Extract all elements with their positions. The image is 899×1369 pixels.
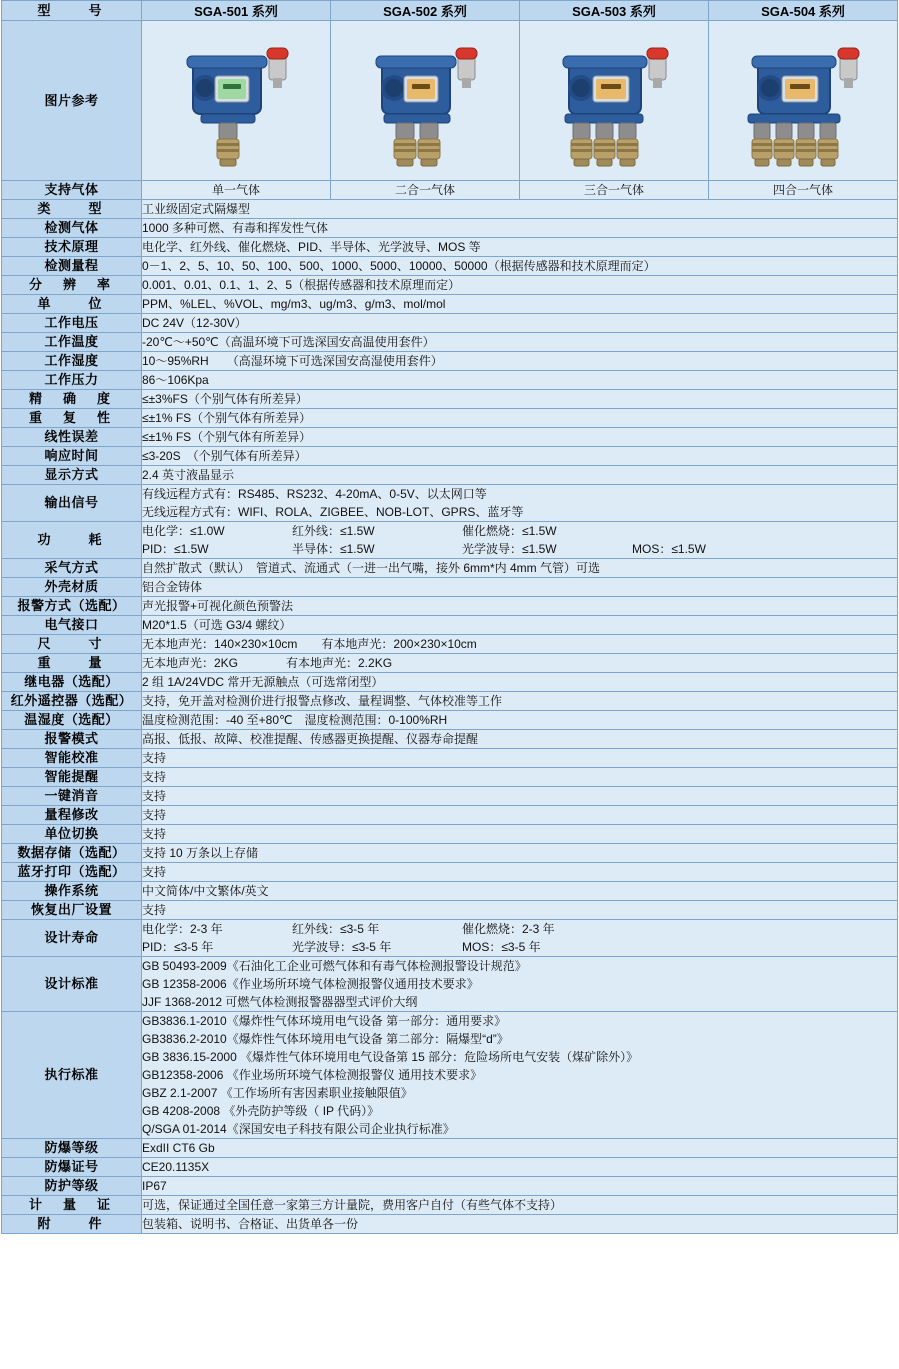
row-value-line: GB3836.2-2010《爆炸性气体环境用电气设备 第二部分：隔爆型“d”》 [142, 1032, 509, 1046]
row-value [142, 1215, 898, 1234]
row-value [142, 920, 898, 957]
row-label: 检测量程 [2, 257, 142, 276]
row-label: 蓝牙打印（选配） [2, 863, 142, 882]
table-row [2, 901, 898, 920]
row-value-line [142, 540, 897, 558]
row-value-line: ≤±1% FS（个别气体有所差异） [142, 430, 312, 444]
row-label: 红外遥控器（选配） [2, 692, 142, 711]
row-value-line: ≤±3%FS（个别气体有所差异） [142, 392, 308, 406]
row-value-line: 中文简体/中文繁体/英文 [142, 884, 269, 898]
row-label: 精 确 度 [2, 390, 142, 409]
row-label: 电气接口 [2, 616, 142, 635]
row-value-line: 支持 [142, 751, 167, 765]
gas-support-label: 支持气体 [2, 181, 142, 200]
row-label: 智能校准 [2, 749, 142, 768]
row-value [142, 1012, 898, 1139]
table-row [2, 1177, 898, 1196]
table-row [2, 371, 898, 390]
row-value-line: 86～106Kpa [142, 373, 209, 387]
model-header-4: SGA-504 系列 [709, 1, 898, 21]
model-header-2: SGA-502 系列 [331, 1, 520, 21]
row-value-cell: 红外线：≤3-5 年 [292, 922, 380, 936]
row-value [142, 654, 898, 673]
row-value [142, 806, 898, 825]
row-label: 重 量 [2, 654, 142, 673]
table-row [2, 863, 898, 882]
row-value [142, 844, 898, 863]
table-row [2, 806, 898, 825]
row-value-line: 0.001、0.01、0.1、1、2、5（根据传感器和技术原理而定） [142, 278, 461, 292]
row-label: 检测气体 [2, 219, 142, 238]
row-label: 温湿度（选配） [2, 711, 142, 730]
table-row [2, 957, 898, 1012]
row-value [142, 390, 898, 409]
row-label: 计 量 证 [2, 1196, 142, 1215]
row-value-line [142, 522, 897, 540]
row-value-cell: 电化学：2-3 年 [142, 922, 223, 936]
table-row [2, 882, 898, 901]
row-label: 功 耗 [2, 522, 142, 559]
table-row [2, 597, 898, 616]
gas-support-value-1: 单一气体 [142, 181, 331, 200]
table-row [2, 1158, 898, 1177]
table-row [2, 390, 898, 409]
row-value-cell: MOS：≤1.5W [632, 542, 706, 556]
table-row [2, 522, 898, 559]
row-value-line: 支持 [142, 827, 167, 841]
row-value-line: 支持 [142, 770, 167, 784]
table-row [2, 654, 898, 673]
row-label: 工作电压 [2, 314, 142, 333]
table-row [2, 314, 898, 333]
row-value [142, 597, 898, 616]
gas-detector-2-sensor-icon [331, 21, 520, 181]
row-label: 显示方式 [2, 466, 142, 485]
table-row [2, 768, 898, 787]
table-row [2, 692, 898, 711]
table-row [2, 673, 898, 692]
table-row [2, 466, 898, 485]
row-value-line: 有线远程方式有：RS485、RS232、4-20mA、0-5V、以太网口等 [142, 487, 487, 501]
table-row [2, 352, 898, 371]
table-row [2, 257, 898, 276]
row-value-line: 支持 [142, 808, 167, 822]
row-value [142, 1139, 898, 1158]
row-label: 工作压力 [2, 371, 142, 390]
header-label: 型 号 [2, 1, 142, 21]
row-label: 防爆等级 [2, 1139, 142, 1158]
row-label: 报警模式 [2, 730, 142, 749]
row-value-line: -20℃～+50℃（高温环境下可选深国安高温使用套件） [142, 335, 435, 349]
row-value [142, 1196, 898, 1215]
row-value-line: CE20.1135X [142, 1160, 210, 1174]
row-value-line: 0－1、2、5、10、50、100、500、1000、5000、10000、50000（根据传感器和技术原理而定） [142, 259, 656, 273]
table-row [2, 578, 898, 597]
table-row [2, 219, 898, 238]
row-value [142, 371, 898, 390]
table-row [2, 276, 898, 295]
row-label: 恢复出厂设置 [2, 901, 142, 920]
row-value-line: ExdII CT6 Gb [142, 1141, 215, 1155]
row-label: 尺 寸 [2, 635, 142, 654]
row-value-cell: 催化燃烧：2-3 年 [462, 922, 555, 936]
table-row [2, 428, 898, 447]
row-value [142, 276, 898, 295]
row-label: 操作系统 [2, 882, 142, 901]
row-label: 重 复 性 [2, 409, 142, 428]
row-value-line: GB 3836.15-2000 《爆炸性气体环境用电气设备第 15 部分：危险场所电气安装（煤矿除外）》 [142, 1050, 639, 1064]
row-label: 技术原理 [2, 238, 142, 257]
row-label: 单位切换 [2, 825, 142, 844]
row-value-line: IP67 [142, 1179, 167, 1193]
row-label: 工作温度 [2, 333, 142, 352]
row-value-line: 支持，免开盖对检测价进行报警点修改、量程调整、气体校准等工作 [142, 694, 503, 708]
row-value-line: 电化学、红外线、催化燃烧、PID、半导体、光学波导、MOS 等 [142, 240, 481, 254]
row-value [142, 409, 898, 428]
row-value [142, 635, 898, 654]
row-value [142, 200, 898, 219]
row-label: 报警方式（选配） [2, 597, 142, 616]
table-row [2, 447, 898, 466]
row-value [142, 559, 898, 578]
row-value-line: 高报、低报、故障、校准提醒、传感器更换提醒、仪器寿命提醒 [142, 732, 479, 746]
row-value-line: DC 24V（12-30V） [142, 316, 247, 330]
table-row [2, 485, 898, 522]
table-row [2, 1196, 898, 1215]
table-row [2, 616, 898, 635]
row-value-line: 可选，保证通过全国任意一家第三方计量院，费用客户自付（有些气体不支持） [142, 1198, 563, 1212]
row-value-line: JJF 1368-2012 可燃气体检测报警器器型式评价大纲 [142, 995, 418, 1009]
row-value [142, 1158, 898, 1177]
table-row [2, 295, 898, 314]
row-value [142, 522, 898, 559]
row-value-line: ≤±1% FS（个别气体有所差异） [142, 411, 312, 425]
table-row [2, 730, 898, 749]
row-value-line: 1000 多种可燃、有毒和挥发性气体 [142, 221, 329, 235]
row-value [142, 825, 898, 844]
table-row [2, 559, 898, 578]
row-value-line: GBZ 2.1-2007 《工作场所有害因素职业接触限值》 [142, 1086, 413, 1100]
row-value [142, 314, 898, 333]
row-value [142, 1177, 898, 1196]
table-row [2, 635, 898, 654]
row-label: 工作湿度 [2, 352, 142, 371]
row-value [142, 333, 898, 352]
row-value-line: 无本地声光：2KG 有本地声光：2.2KG [142, 656, 393, 670]
row-label: 量程修改 [2, 806, 142, 825]
row-value [142, 578, 898, 597]
row-value-line: 声光报警+可视化颜色预警法 [142, 599, 294, 613]
row-value-line: 支持 [142, 789, 167, 803]
row-value [142, 901, 898, 920]
row-value-line: PPM、%LEL、%VOL、mg/m3、ug/m3、g/m3、mol/mol [142, 297, 446, 311]
row-value-line: GB 12358-2006《作业场所环境气体检测报警仪通用技术要求》 [142, 977, 479, 991]
gas-support-value-3: 三合一气体 [520, 181, 709, 200]
row-value-cell: PID：≤3-5 年 [142, 940, 214, 954]
gas-detector-4-sensor-icon [709, 21, 898, 181]
row-value [142, 428, 898, 447]
row-value [142, 882, 898, 901]
table-row [2, 1012, 898, 1139]
row-value-line [142, 920, 897, 938]
row-label: 分 辨 率 [2, 276, 142, 295]
row-label: 线性误差 [2, 428, 142, 447]
row-label: 智能提醒 [2, 768, 142, 787]
row-value-line: GB 50493-2009《石油化工企业可燃气体和有毒气体检测报警设计规范》 [142, 959, 527, 973]
row-value-line: GB12358-2006 《作业场所环境气体检测报警仪 通用技术要求》 [142, 1068, 483, 1082]
row-value [142, 295, 898, 314]
row-label: 一键消音 [2, 787, 142, 806]
row-label: 防爆证号 [2, 1158, 142, 1177]
gas-support-row [2, 181, 898, 200]
model-header-3: SGA-503 系列 [520, 1, 709, 21]
row-value [142, 352, 898, 371]
row-label: 单 位 [2, 295, 142, 314]
row-value-line: ≤3-20S （个别气体有所差异） [142, 449, 307, 463]
row-value-cell: MOS：≤3-5 年 [462, 940, 541, 954]
row-value-line: 2 组 1A/24VDC 常开无源触点（可选常闭型） [142, 675, 384, 689]
row-value-line: 无本地声光：140×230×10cm 有本地声光：200×230×10cm [142, 637, 477, 651]
row-label: 类 型 [2, 200, 142, 219]
row-value-line: 2.4 英寸液晶显示 [142, 468, 235, 482]
row-value-line: 支持 [142, 903, 167, 917]
gas-support-value-4: 四合一气体 [709, 181, 898, 200]
row-value [142, 957, 898, 1012]
table-row [2, 333, 898, 352]
row-value [142, 447, 898, 466]
gas-detector-1-sensor-icon [142, 21, 331, 181]
row-value [142, 257, 898, 276]
row-label: 输出信号 [2, 485, 142, 522]
table-row [2, 787, 898, 806]
row-label: 设计标准 [2, 957, 142, 1012]
row-value-line: 工业级固定式隔爆型 [142, 202, 251, 216]
table-row [2, 409, 898, 428]
row-value-cell: 红外线：≤1.5W [292, 524, 375, 538]
row-label: 采气方式 [2, 559, 142, 578]
row-value-cell: 光学波导：≤3-5 年 [292, 940, 392, 954]
image-reference-label: 图片参考 [2, 21, 142, 181]
row-value-line: 自然扩散式（默认） 管道式、流通式（一进一出气嘴，接外 6mm*内 4mm 气管）可选 [142, 561, 601, 575]
row-value [142, 466, 898, 485]
row-value [142, 787, 898, 806]
table-row [2, 920, 898, 957]
row-value-line: 温度检测范围：-40 至+80℃ 湿度检测范围：0-100%RH [142, 713, 448, 727]
spec-rows [2, 200, 898, 1234]
row-value [142, 692, 898, 711]
row-value-line: Q/SGA 01-2014《深国安电子科技有限公司企业执行标准》 [142, 1122, 455, 1136]
table-row [2, 238, 898, 257]
table-row [2, 825, 898, 844]
table-row [2, 844, 898, 863]
row-label: 防护等级 [2, 1177, 142, 1196]
row-value-cell: 电化学：≤1.0W [142, 524, 225, 538]
model-header-1: SGA-501 系列 [142, 1, 331, 21]
row-label: 响应时间 [2, 447, 142, 466]
row-value-cell: 半导体：≤1.5W [292, 542, 375, 556]
table-row [2, 1215, 898, 1234]
row-value-cell: 光学波导：≤1.5W [462, 542, 557, 556]
row-value-line: GB3836.1-2010《爆炸性气体环境用电气设备 第一部分：通用要求》 [142, 1014, 507, 1028]
gas-detector-3-sensor-icon [520, 21, 709, 181]
row-value-line [142, 938, 897, 956]
gas-support-value-2: 二合一气体 [331, 181, 520, 200]
row-value [142, 768, 898, 787]
row-value-line: 包装箱、说明书、合格证、出货单各一份 [142, 1217, 359, 1231]
row-value [142, 238, 898, 257]
row-value [142, 219, 898, 238]
row-label: 附 件 [2, 1215, 142, 1234]
row-value [142, 730, 898, 749]
row-value [142, 673, 898, 692]
row-value [142, 616, 898, 635]
row-value-cell: 催化燃烧：≤1.5W [462, 524, 557, 538]
table-row [2, 711, 898, 730]
row-label: 数据存储（选配） [2, 844, 142, 863]
row-value [142, 711, 898, 730]
row-label: 外壳材质 [2, 578, 142, 597]
table-row [2, 1139, 898, 1158]
row-value-line: M20*1.5（可选 G3/4 螺纹） [142, 618, 292, 632]
row-value-line: 铝合金铸体 [142, 580, 203, 594]
row-value-line: GB 4208-2008 《外壳防护等级（ IP 代码）》 [142, 1104, 380, 1118]
row-value-line: 支持 [142, 865, 167, 879]
row-label: 执行标准 [2, 1012, 142, 1139]
row-value-line: 无线远程方式有：WIFI、ROLA、ZIGBEE、NOB-LOT、GPRS、蓝牙等 [142, 505, 524, 519]
row-value [142, 749, 898, 768]
row-value-cell: PID：≤1.5W [142, 542, 209, 556]
table-header-row [2, 1, 898, 21]
specification-table [1, 0, 898, 1234]
row-label: 继电器（选配） [2, 673, 142, 692]
image-reference-row [2, 21, 898, 181]
row-label: 设计寿命 [2, 920, 142, 957]
row-value-line: 支持 10 万条以上存储 [142, 846, 259, 860]
row-value [142, 485, 898, 522]
row-value-line: 10～95%RH （高湿环境下可选深国安高湿使用套件） [142, 354, 443, 368]
row-value [142, 863, 898, 882]
table-row [2, 749, 898, 768]
table-row [2, 200, 898, 219]
